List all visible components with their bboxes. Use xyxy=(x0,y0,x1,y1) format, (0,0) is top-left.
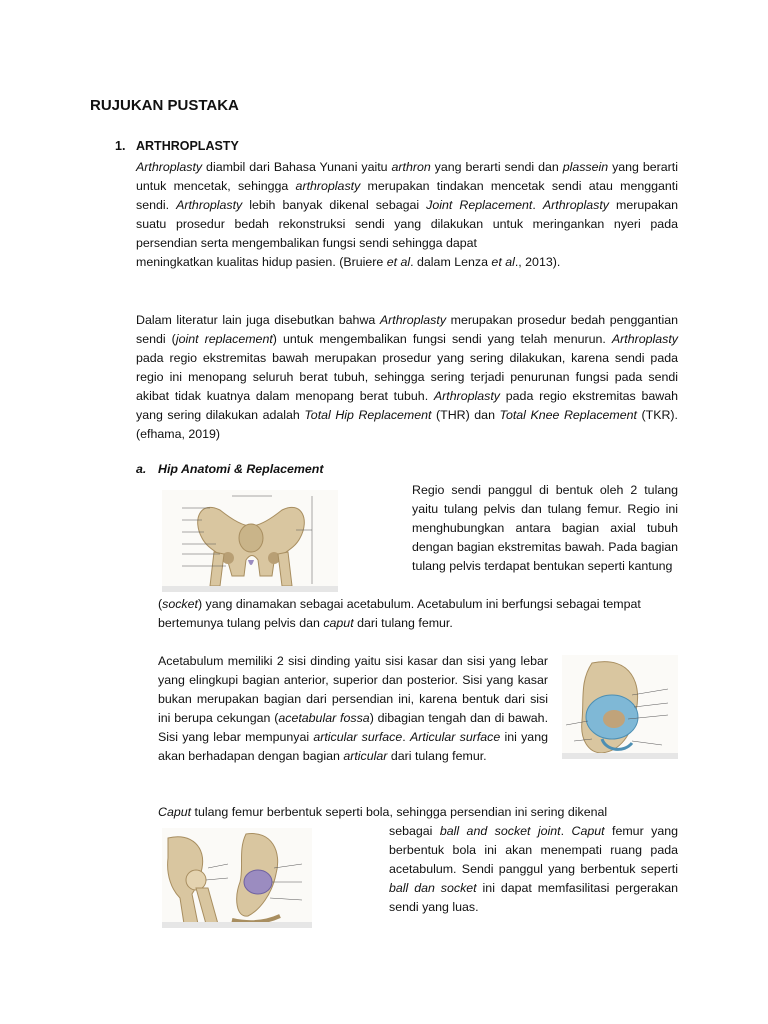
italic-text-run: Arthroplasty xyxy=(176,198,243,212)
text-run: femur yang berbentuk bola ini akan menempati ruang pada acetabulum. Sendi panggul yang berbentuk seperti xyxy=(389,824,678,876)
italic-text-run: articular surface xyxy=(313,730,403,744)
section-1-paragraph-2 xyxy=(136,311,678,444)
italic-text-run: articular xyxy=(343,749,388,763)
figure-caption-bar xyxy=(162,586,338,592)
text-run: pada regio ekstremitas bawah yang sering dilakukan adalah xyxy=(136,389,678,422)
hip-joint-illustration xyxy=(162,828,312,928)
paragraph-text xyxy=(389,822,678,917)
italic-text-run: ball dan socket xyxy=(389,881,477,895)
text-run: . dalam Lenza xyxy=(410,255,492,269)
italic-text-run: ball and socket joint xyxy=(439,824,561,838)
italic-text-run: Arthroplasty xyxy=(611,332,678,346)
section-title: ARTHROPLASTY xyxy=(136,139,239,153)
pelvis-illustration xyxy=(162,490,338,592)
paragraph-text xyxy=(136,311,678,444)
text-run: yang berarti sendi dan xyxy=(430,160,563,174)
italic-text-run: Total Hip Replacement xyxy=(304,408,432,422)
text-run: dari tulang femur. xyxy=(387,749,487,763)
text-run: . xyxy=(402,730,410,744)
subsection-a-title xyxy=(136,462,323,476)
text-run: Acetabulum memiliki 2 sisi dinding yaitu sisi kasar dan sisi yang lebar yang elingkupi bagian anterior, superior dan posterior. Sisi yang kasar bukan merupakan bagian dari persendian ini, karena bentuk dari sisi ini berupa cekungan ( xyxy=(158,654,548,725)
section-1-paragraph-1 xyxy=(136,158,678,272)
paragraph-text xyxy=(412,481,678,576)
figure-caption-bar xyxy=(162,922,312,928)
subsection-a-paragraph-2 xyxy=(158,652,548,766)
italic-text-run: Arthroplasty xyxy=(379,313,447,327)
italic-text-run: Total Knee Replacement xyxy=(499,408,637,422)
text-run: meningkatkan kualitas hidup pasien. (Bruiere xyxy=(136,255,387,269)
subsection-a-paragraph-1 xyxy=(412,481,678,576)
italic-text-run: et al xyxy=(491,255,515,269)
italic-text-run: arthroplasty xyxy=(295,179,361,193)
text-run: lebih banyak dikenal sebagai xyxy=(242,198,427,212)
text-run: Regio sendi panggul di bentuk oleh 2 tulang yaitu tulang pelvis dan tulang femur. Regio ini menghubungkan antara bagian axial tubuh dengan bagian ekstremitas bawah. Pada bagian tulang pelvis terdapat bentukan seperti kantung xyxy=(412,483,678,573)
text-run: tulang femur berbentuk seperti bola, sehingga persendian ini sering dikenal xyxy=(191,805,608,819)
acetabulum-figure xyxy=(562,655,678,759)
text-run: yang berarti untuk mencetak, sehingga xyxy=(136,160,679,193)
italic-text-run: acetabular fossa xyxy=(278,711,370,725)
text-run: ) dibagian tengah dan di bawah. Sisi yang lebar mempunyai xyxy=(158,711,549,744)
text-run: ) yang dinamakan sebagai acetabulum. Acetabulum ini berfungsi sebagai tempat bertemunya tulang pelvis dan xyxy=(158,597,641,630)
italic-text-run: caput xyxy=(323,616,354,630)
italic-text-run: Arthroplasty xyxy=(136,160,203,174)
text-run: pada regio ekstremitas bawah merupakan prosedur yang sering dilakukan, karena sendi pada regio ini menopang seluruh berat tubuh, sehingga sering terjadi penurunan fungsi pada sendi akibat tidak kuatnya dalam menopang berat tubuh. xyxy=(136,351,678,403)
text-run: merupakan suatu prosedur bedah rekonstruksi sendi yang dilakukan untuk meringankan nyeri pada persendian serta mengembalikan fungsi sendi sehingga dapat xyxy=(136,198,679,250)
subsection-title: Hip Anatomi & Replacement xyxy=(158,462,324,476)
text-run: . xyxy=(560,824,572,838)
section-number: 1. xyxy=(115,139,126,153)
text-run: diambil dari Bahasa Yunani yaitu xyxy=(202,160,392,174)
text-run: ini dapat memfasilitasi pergerakan sendi yang luas. xyxy=(389,881,678,914)
subsection-a-paragraph-3-line-1 xyxy=(158,803,678,822)
text-run: merupakan tindakan mencetak sendi atau mengganti sendi. xyxy=(136,179,678,212)
figure-caption-bar xyxy=(562,753,678,759)
italic-text-run: socket xyxy=(162,597,198,611)
text-run: merupakan prosedur bedah penggantian sendi ( xyxy=(136,313,679,346)
text-run: . xyxy=(532,198,543,212)
section-1-title xyxy=(115,139,239,153)
italic-text-run: Caput xyxy=(158,805,192,819)
italic-text-run: Caput xyxy=(571,824,605,838)
paragraph-text xyxy=(158,595,678,633)
italic-text-run: plassein xyxy=(562,160,609,174)
acetabulum-illustration xyxy=(562,655,678,759)
italic-text-run: Articular surface xyxy=(409,730,501,744)
subsection-a-paragraph-3-rest xyxy=(389,822,678,917)
italic-text-run: Joint Replacement xyxy=(426,198,533,212)
text-run: Dalam literatur lain juga disebutkan bahwa xyxy=(136,313,380,327)
italic-text-run: Arthroplasty xyxy=(542,198,609,212)
italic-text-run: Arthroplasty xyxy=(433,389,501,403)
paragraph-text xyxy=(158,803,678,822)
subsection-label: a. xyxy=(136,462,147,476)
italic-text-run: arthron xyxy=(391,160,431,174)
text-run: dari tulang femur. xyxy=(353,616,453,630)
italic-text-run: joint replacement xyxy=(175,332,273,346)
page-heading: RUJUKAN PUSTAKA xyxy=(90,97,239,114)
subsection-a-paragraph-1-continued xyxy=(158,595,678,633)
text-run: sebagai xyxy=(389,824,440,838)
text-run: (THR) dan xyxy=(431,408,500,422)
hip-joint-figure xyxy=(162,828,312,928)
text-run: (TKR). (efhama, 2019) xyxy=(136,408,678,441)
italic-text-run: et al xyxy=(386,255,411,269)
paragraph-text xyxy=(158,652,548,766)
paragraph-text xyxy=(136,158,678,253)
paragraph-tail xyxy=(136,253,678,272)
text-run: ., 2013). xyxy=(514,255,561,269)
text-run: ( xyxy=(158,597,163,611)
pelvis-figure xyxy=(162,490,338,592)
text-run: ) untuk mengembalikan fungsi sendi yang telah menurun. xyxy=(272,332,612,346)
text-run: ini yang akan berhadapan dengan bagian xyxy=(158,730,548,763)
